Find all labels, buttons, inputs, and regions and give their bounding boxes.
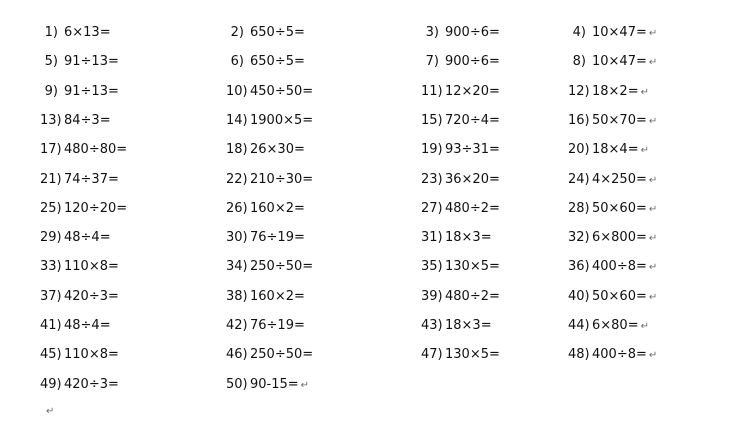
problem-number: 43) xyxy=(421,318,443,333)
problem-item xyxy=(40,315,111,337)
problem-number: 9) xyxy=(44,83,58,99)
problem-expression: 420÷3= xyxy=(64,376,119,392)
problem-number: 44) xyxy=(568,318,590,333)
problem-row xyxy=(0,286,746,308)
problem-row xyxy=(0,256,746,278)
problem-number: 36) xyxy=(568,259,590,275)
problem-item xyxy=(568,110,657,132)
problem-row xyxy=(0,81,746,103)
problem-item xyxy=(568,198,657,220)
problem-item xyxy=(568,139,649,161)
problem-item xyxy=(421,286,500,308)
problem-item xyxy=(568,286,657,308)
problem-row xyxy=(0,139,746,161)
problem-item xyxy=(568,22,657,44)
problem-number: 5) xyxy=(44,54,58,70)
problem-item xyxy=(226,81,313,103)
problem-row xyxy=(0,198,746,220)
problem-item xyxy=(40,81,119,103)
problem-number: 23) xyxy=(421,171,443,187)
problem-number: 3) xyxy=(425,25,439,40)
problem-row xyxy=(0,315,746,337)
problem-expression: 120÷20= xyxy=(64,200,128,216)
problem-item xyxy=(40,286,119,308)
paragraph-mark-icon: ↵ xyxy=(648,350,658,362)
problem-expression: 18×4= xyxy=(592,142,639,158)
problem-expression: 6×13= xyxy=(64,25,111,40)
problem-expression: 720÷4= xyxy=(445,112,500,128)
problem-item xyxy=(568,315,649,337)
problem-number: 13) xyxy=(40,112,62,128)
problem-item xyxy=(40,256,119,278)
problem-item xyxy=(421,198,500,220)
problem-number: 4) xyxy=(572,25,586,40)
problem-expression: 450÷50= xyxy=(250,83,314,99)
problem-expression: 91÷13= xyxy=(64,83,119,99)
problem-number: 46) xyxy=(226,347,248,363)
problem-number: 17) xyxy=(40,142,62,158)
problem-item xyxy=(421,315,492,337)
problem-item xyxy=(40,139,127,161)
problem-expression: 250÷50= xyxy=(250,259,314,275)
problem-item xyxy=(421,344,500,366)
problem-item xyxy=(568,81,649,103)
problem-number: 33) xyxy=(40,259,62,275)
problem-expression: 76÷19= xyxy=(250,318,305,333)
problem-number: 38) xyxy=(226,288,248,304)
problem-item xyxy=(421,139,500,161)
problem-expression: 10×47= xyxy=(592,54,647,70)
problem-item xyxy=(226,227,305,249)
paragraph-mark-icon: ↵ xyxy=(640,145,649,157)
problem-expression: 130×5= xyxy=(445,259,500,275)
problem-number: 30) xyxy=(226,230,248,246)
problem-number: 6) xyxy=(230,54,244,70)
problem-expression: 26×30= xyxy=(250,142,305,158)
problem-number: 35) xyxy=(421,259,443,275)
problem-item xyxy=(421,51,500,73)
problem-item xyxy=(40,198,127,220)
problem-row xyxy=(0,169,746,191)
problem-row xyxy=(0,22,746,44)
problem-expression: 400÷8= xyxy=(592,259,647,275)
problem-item xyxy=(568,256,657,278)
problem-item xyxy=(226,256,313,278)
problem-expression: 18×2= xyxy=(592,83,639,99)
problem-number: 21) xyxy=(40,171,62,187)
problem-expression: 400÷8= xyxy=(592,347,647,363)
paragraph-mark-icon: ↵ xyxy=(648,57,658,69)
problem-item xyxy=(568,227,657,249)
problem-item xyxy=(421,256,500,278)
problem-expression: 76÷19= xyxy=(250,230,305,246)
problem-item xyxy=(40,344,119,366)
problem-item xyxy=(421,169,500,191)
paragraph-mark-icon: ↵ xyxy=(648,291,658,303)
problem-number: 12) xyxy=(568,83,590,99)
paragraph-mark-icon: ↵ xyxy=(640,86,649,98)
problem-number: 11) xyxy=(421,83,443,99)
paragraph-mark-icon: ↵ xyxy=(648,262,658,274)
problem-expression: 160×2= xyxy=(250,200,305,216)
problem-expression: 650÷5= xyxy=(250,25,305,40)
problem-number: 25) xyxy=(40,200,62,216)
problem-item xyxy=(40,22,111,44)
problem-number: 34) xyxy=(226,259,248,275)
problem-expression: 480÷2= xyxy=(445,200,500,216)
problem-expression: 90-15= xyxy=(250,376,299,392)
problem-expression: 91÷13= xyxy=(64,54,119,70)
problem-expression: 50×70= xyxy=(592,112,647,128)
problem-item xyxy=(40,374,119,396)
problem-item xyxy=(421,81,500,103)
problem-expression: 900÷6= xyxy=(445,54,500,70)
problem-expression: 12×20= xyxy=(445,83,500,99)
problem-expression: 36×20= xyxy=(445,171,500,187)
problem-number: 50) xyxy=(226,376,248,392)
problem-item xyxy=(568,344,657,366)
problem-expression: 6×80= xyxy=(592,318,639,333)
problem-expression: 18×3= xyxy=(445,318,492,333)
problem-expression: 84÷3= xyxy=(64,112,111,128)
problem-item xyxy=(226,315,305,337)
paragraph-mark-icon: ↵ xyxy=(46,406,55,417)
problem-expression: 4×250= xyxy=(592,171,647,187)
problem-number: 8) xyxy=(572,54,586,70)
problem-number: 47) xyxy=(421,347,443,363)
problem-row xyxy=(0,110,746,132)
problem-expression: 18×3= xyxy=(445,230,492,246)
problem-number: 41) xyxy=(40,318,62,333)
problem-number: 40) xyxy=(568,288,590,304)
problem-row xyxy=(0,227,746,249)
problem-item xyxy=(421,22,500,44)
problem-number: 2) xyxy=(230,25,244,40)
problem-number: 32) xyxy=(568,230,590,246)
problem-expression: 480÷80= xyxy=(64,142,128,158)
problem-item xyxy=(226,374,309,396)
problem-number: 18) xyxy=(226,142,248,158)
problem-number: 7) xyxy=(425,54,439,70)
problem-number: 22) xyxy=(226,171,248,187)
problem-number: 15) xyxy=(421,112,443,128)
problem-expression: 900÷6= xyxy=(445,25,500,40)
problem-number: 31) xyxy=(421,230,443,246)
problem-number: 14) xyxy=(226,112,248,128)
problem-item xyxy=(226,286,305,308)
problem-item xyxy=(40,169,119,191)
problem-item xyxy=(421,227,492,249)
problem-number: 1) xyxy=(44,25,58,40)
problem-row xyxy=(0,374,746,396)
problem-item xyxy=(226,139,305,161)
problem-number: 16) xyxy=(568,112,590,128)
problem-expression: 50×60= xyxy=(592,288,647,304)
paragraph-mark-icon: ↵ xyxy=(648,233,658,245)
problem-number: 39) xyxy=(421,288,443,304)
problem-number: 37) xyxy=(40,288,62,304)
problem-number: 42) xyxy=(226,318,248,333)
problem-expression: 10×47= xyxy=(592,25,647,40)
problem-expression: 110×8= xyxy=(64,347,119,363)
problem-item xyxy=(40,51,119,73)
problem-item xyxy=(568,51,657,73)
paragraph-mark-icon: ↵ xyxy=(648,115,658,127)
problem-expression: 420÷3= xyxy=(64,288,119,304)
problem-expression: 480÷2= xyxy=(445,288,500,304)
problem-number: 19) xyxy=(421,142,443,158)
paragraph-mark-icon: ↵ xyxy=(300,379,310,391)
paragraph-mark-icon: ↵ xyxy=(648,174,658,186)
problem-item xyxy=(421,110,500,132)
paragraph-mark-icon: ↵ xyxy=(648,203,658,215)
paragraph-mark-icon: ↵ xyxy=(648,28,658,39)
paragraph-mark-icon: ↵ xyxy=(640,321,649,332)
problem-expression: 48÷4= xyxy=(64,318,111,333)
problem-item xyxy=(226,344,313,366)
problem-row xyxy=(0,51,746,73)
problem-item xyxy=(226,169,313,191)
problem-item xyxy=(226,22,305,44)
problem-expression: 1900×5= xyxy=(250,112,314,128)
problem-expression: 50×60= xyxy=(592,200,647,216)
problem-expression: 250÷50= xyxy=(250,347,314,363)
problem-expression: 110×8= xyxy=(64,259,119,275)
problem-expression: 6×800= xyxy=(592,230,647,246)
problem-expression: 650÷5= xyxy=(250,54,305,70)
problem-number: 28) xyxy=(568,200,590,216)
problem-item xyxy=(40,227,111,249)
problem-number: 10) xyxy=(226,83,248,99)
problem-expression: 160×2= xyxy=(250,288,305,304)
problem-expression: 130×5= xyxy=(445,347,500,363)
problem-expression: 74÷37= xyxy=(64,171,119,187)
problem-number: 27) xyxy=(421,200,443,216)
problem-item xyxy=(226,51,305,73)
problem-number: 29) xyxy=(40,230,62,246)
problem-expression: 48÷4= xyxy=(64,230,111,246)
problem-expression: 210÷30= xyxy=(250,171,314,187)
problem-number: 48) xyxy=(568,347,590,363)
problem-item xyxy=(226,110,313,132)
problem-number: 24) xyxy=(568,171,590,187)
problem-number: 26) xyxy=(226,200,248,216)
problem-number: 49) xyxy=(40,376,62,392)
problem-number: 45) xyxy=(40,347,62,363)
problem-item xyxy=(40,110,111,132)
problem-row xyxy=(0,344,746,366)
problem-number: 20) xyxy=(568,142,590,158)
problem-expression: 93÷31= xyxy=(445,142,500,158)
problem-item xyxy=(226,198,305,220)
problem-item xyxy=(568,169,657,191)
